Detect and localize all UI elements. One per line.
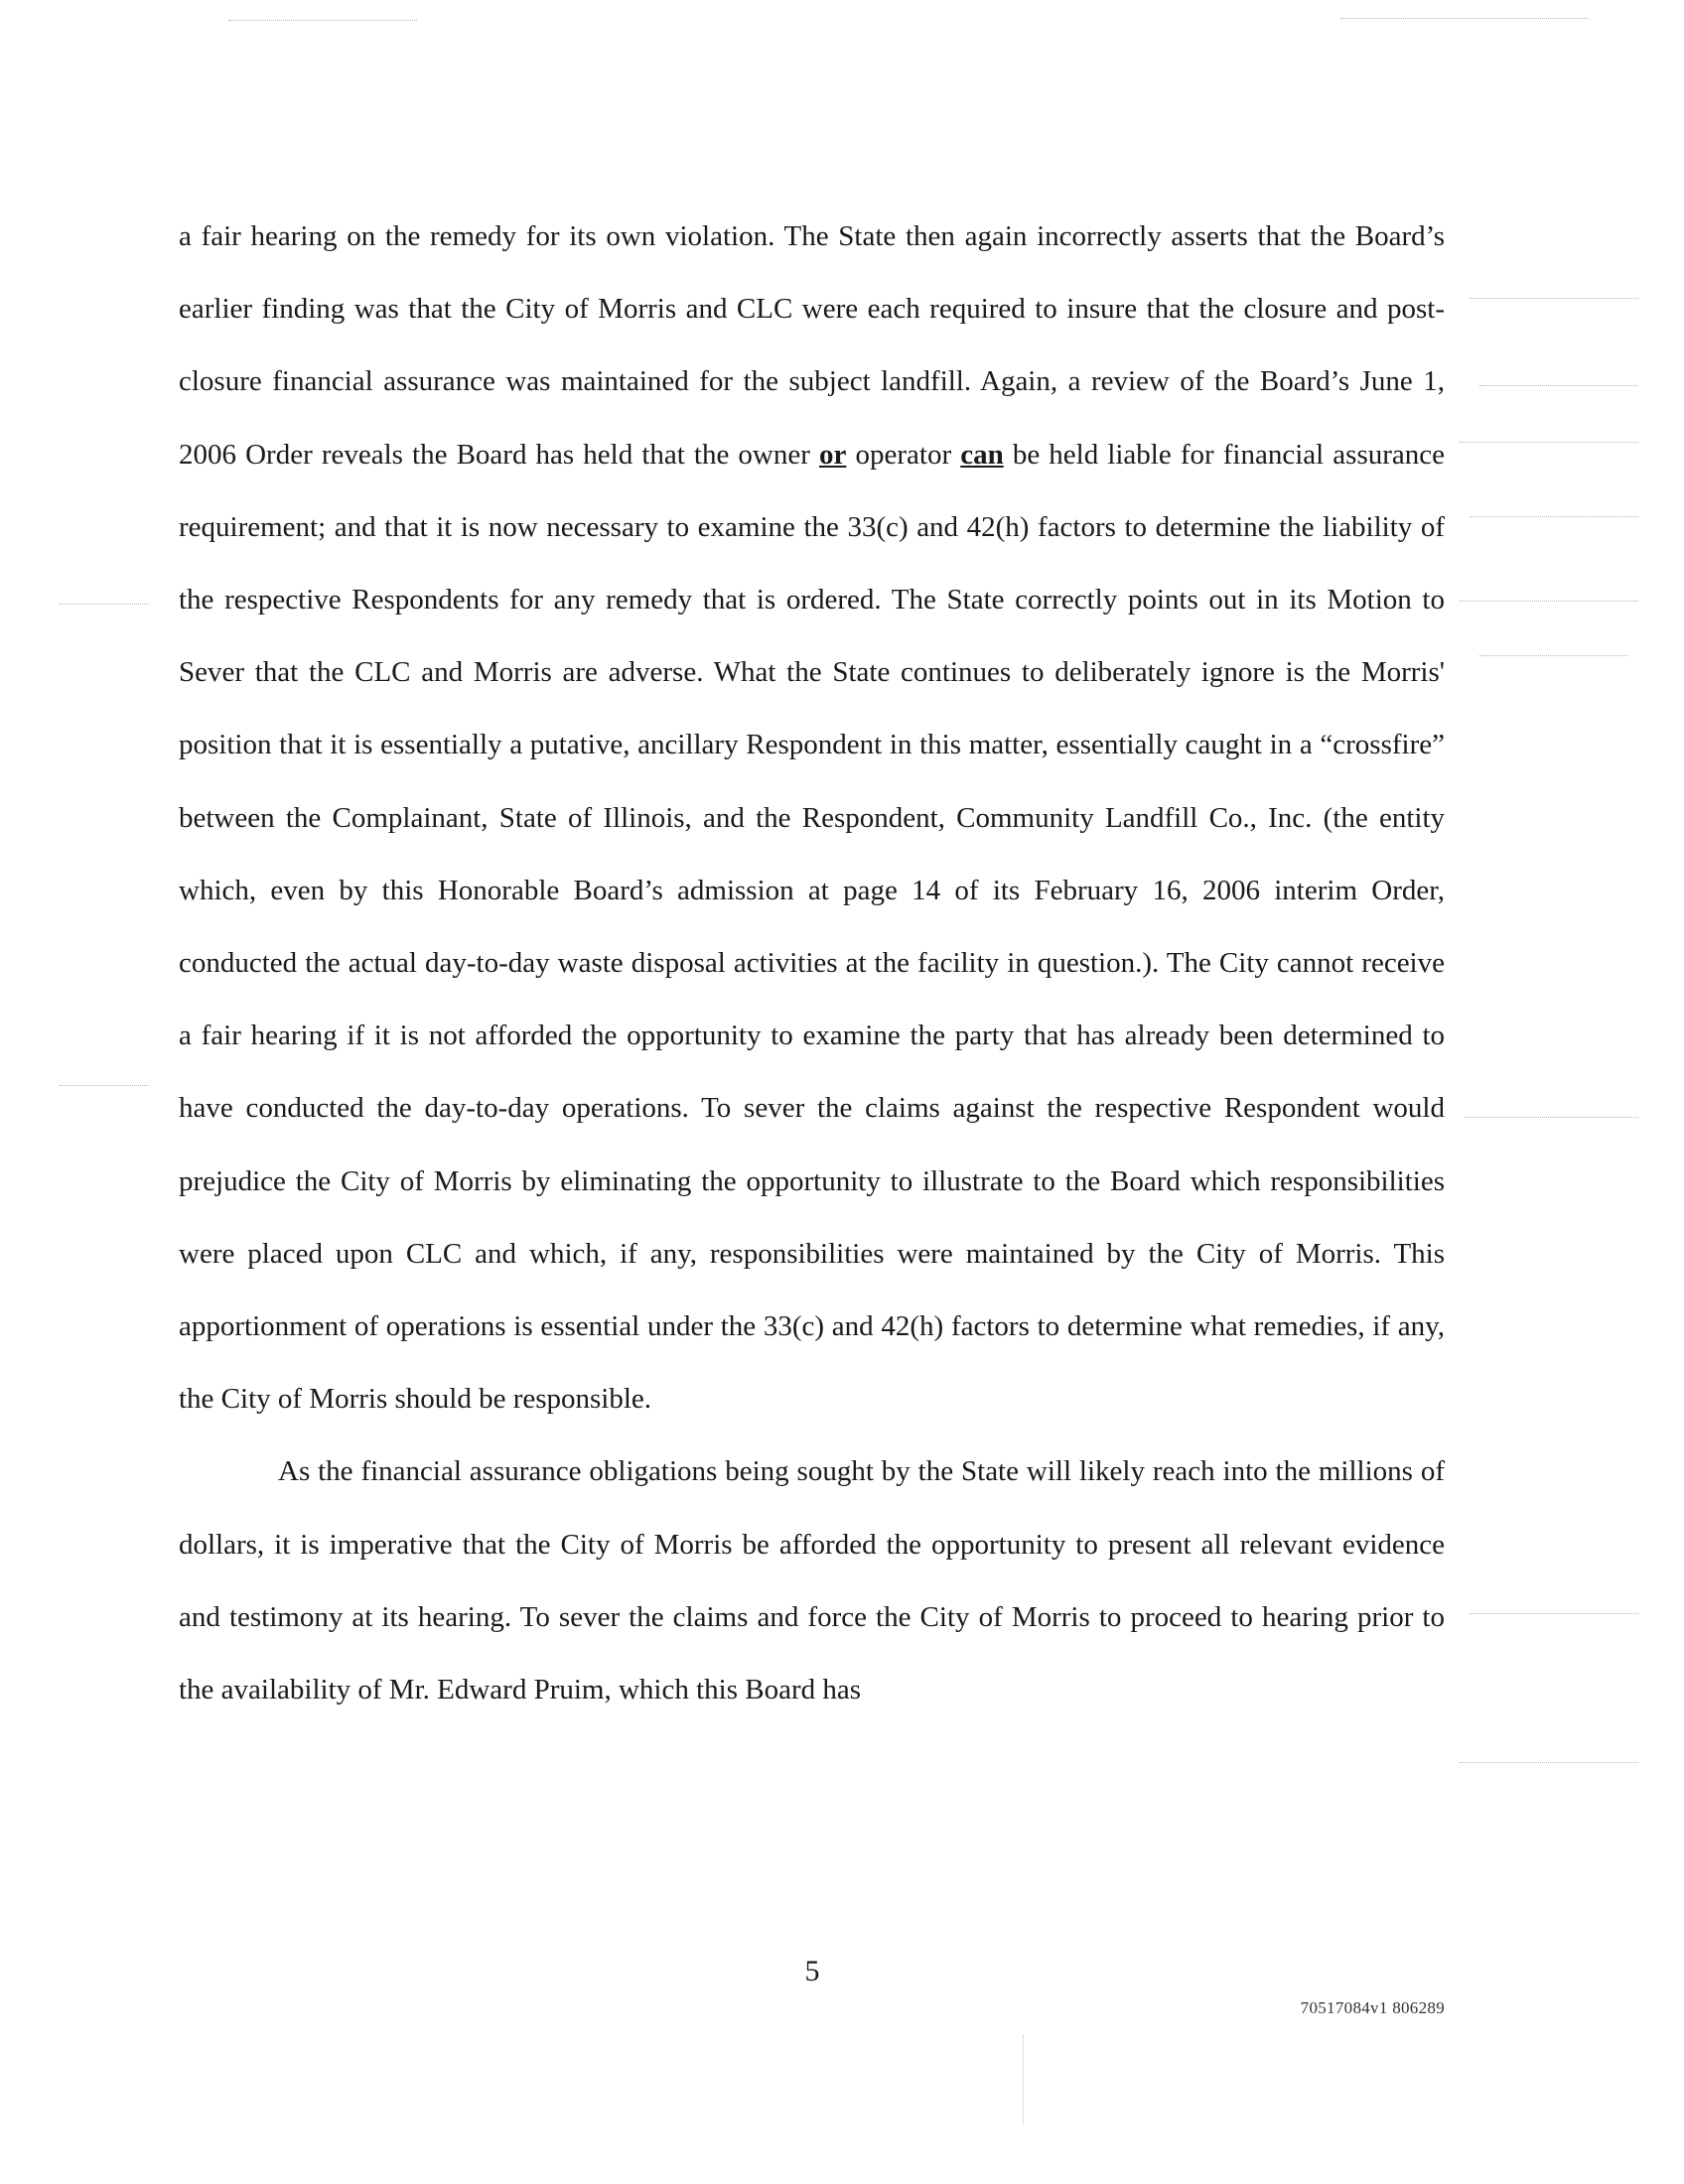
scan-artifact: [228, 20, 417, 21]
emphasis-can: can: [960, 438, 1004, 471]
scan-artifact: [1470, 516, 1638, 517]
emphasis-or: or: [819, 438, 847, 471]
body-text: [179, 201, 1445, 1726]
document-id: 70517084v1 806289: [1300, 1998, 1445, 2017]
scan-artifact: [1479, 385, 1638, 386]
scan-artifact: [1460, 601, 1638, 602]
scan-artifact: [1470, 1613, 1638, 1614]
scan-artifact: [1465, 1117, 1638, 1118]
paragraph-1-text-b: operator: [846, 438, 961, 471]
paragraph-2: [179, 1435, 1445, 1726]
scan-artifact: [1023, 2035, 1024, 2124]
page-number: 5: [804, 1955, 820, 1987]
scan-artifact: [1460, 1762, 1638, 1763]
scan-artifact: [1470, 298, 1638, 299]
scan-artifact: [60, 1085, 149, 1086]
paragraph-2-text: As the financial assurance obligations being sought by the State will likely reach into the millions of dollars, it is imperative that the City of Morris be afforded the opportunity to present all relevant evidence and testimony at its hearing. To sever the claims and force the City of Morris to proceed to hearing prior to the availability of Mr. Edward Pruim, which this Board has: [179, 1455, 1445, 1706]
paragraph-1: [179, 201, 1445, 1435]
scan-artifact: [1460, 442, 1638, 443]
scan-artifact: [60, 604, 149, 605]
scan-artifact: [1340, 18, 1589, 19]
scan-artifact: [1479, 655, 1628, 656]
paragraph-1-text-c: be held liable for financial assurance requirement; and that it is now necessary to examine the 33(c) and 42(h) factors to determine the liability of the respective Respondents for any remedy that is ordered. The State correctly points out in its Motion to Sever that the CLC and Morris are adverse. What the State continues to deliberately ignore is the Morris' position that it is essentially a putative, ancillary Respondent in this matter, essentially caught in a “crossfire” between the Complainant, State of Illinois, and the Respondent, Community Landfill Co., Inc. (the entity which, even by this Honorable Board’s admission at page 14 of its February 16, 2006 interim Order, conducted the actual day-to-day waste disposal activities at the facility in question.). The City cannot receive a fair hearing if it is not afforded the opportunity to examine the party that has already been determined to have conducted the day-to-day operations. To sever the claims against the respective Respondent would prejudice the City of Morris by eliminating the opportunity to illustrate to the Board which responsibilities were placed upon CLC and which, if any, responsibilities were maintained by the City of Morris. This apportionment of operations is essential under the 33(c) and 42(h) factors to determine what remedies, if any, the City of Morris should be responsible.: [179, 438, 1446, 1416]
paragraph-1-text-a: a fair hearing on the remedy for its own violation. The State then again incorrectly asserts that the Board’s earlier finding was that the City of Morris and CLC were each required to insure that the closure and post-closure financial assurance was maintained for the subject landfill. Again, a review of the Board’s June 1, 2006 Order reveals the Board has held that the owner: [179, 220, 1445, 471]
